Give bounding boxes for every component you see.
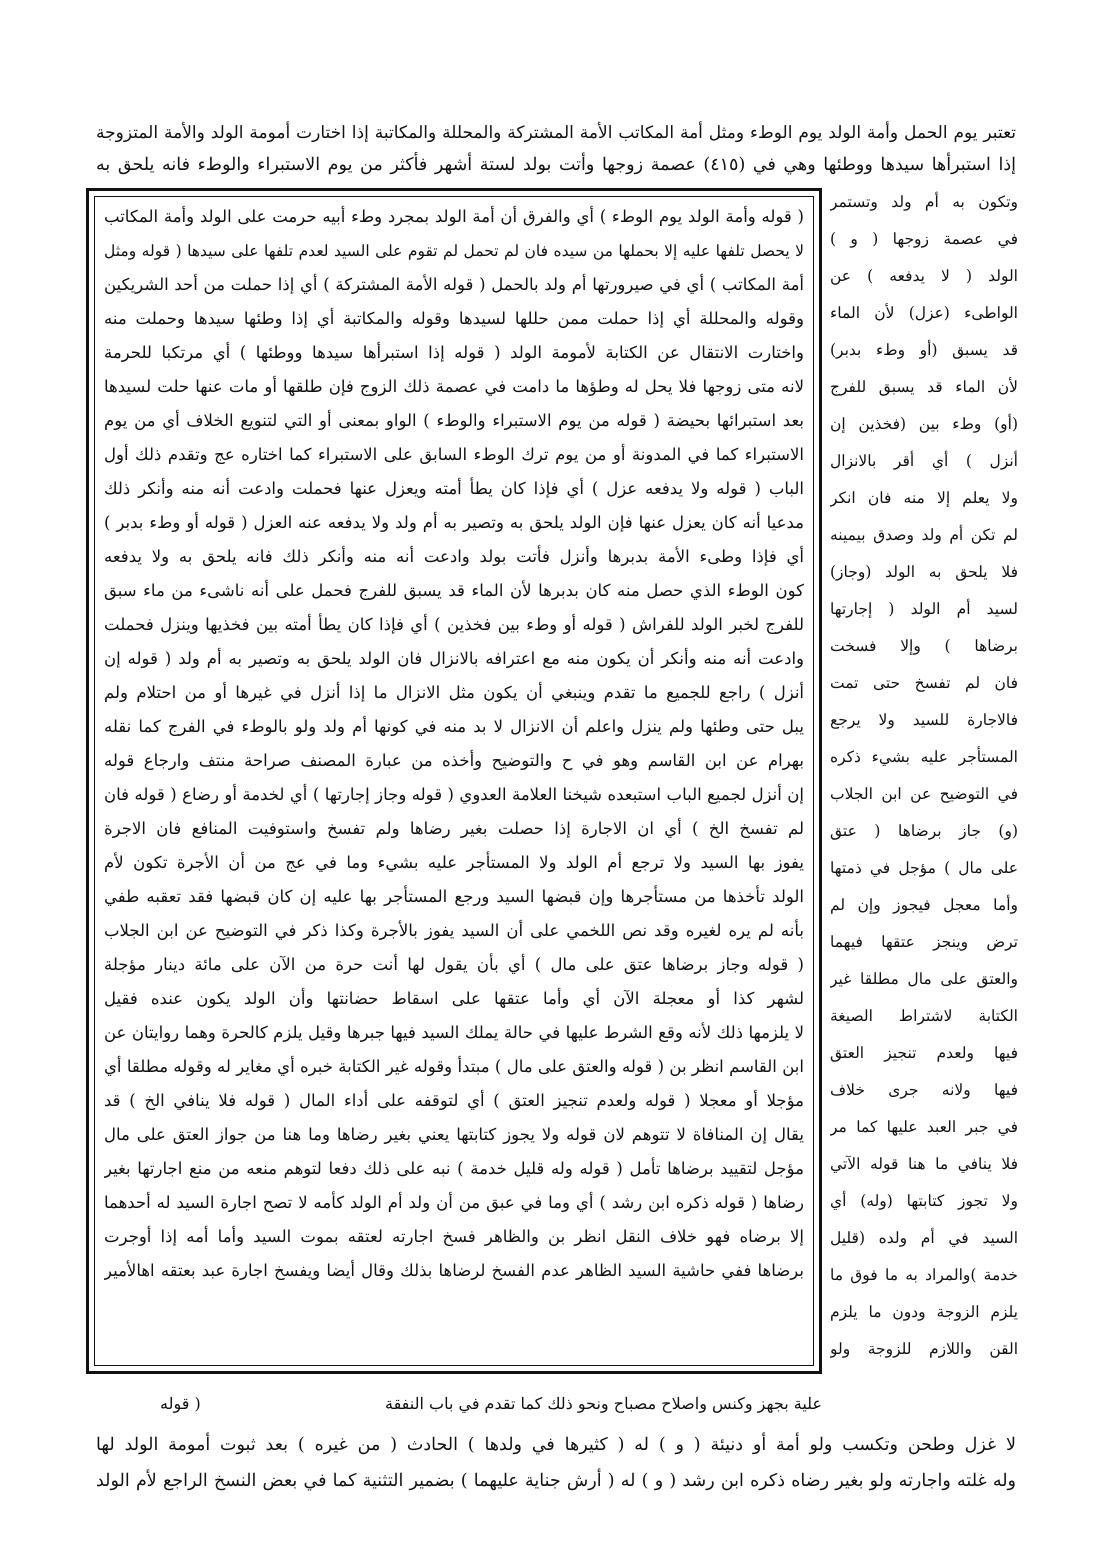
- commentary-line: برضاها ففي حاشية السيد الظاهر عدم الفسخ لرضاها بذلك وقال أيضا ويفسخ اجارة عبد بعتقه اهالأمير: [104, 1261, 804, 1280]
- commentary-line: مدعيا أنه كان يعزل عنها فإن الولد يلحق به وتصير به أم ولد ولا يدفعه عنه العزل ( قوله أو وطء بدبر ): [104, 513, 804, 532]
- commentary-line: الباب ( قوله ولا يدفعه عزل ) أي فإذا كان يطأ أمته ويعزل عنها فحملت وادعت أنه منه وأنكر ذلك: [104, 479, 804, 498]
- side-text-line: فيها ولعدم تنجيز العتق: [830, 1044, 1018, 1062]
- commentary-line: إن أنزل لجميع الباب استبعده شيخنا العلامة العدوي ( قوله وجاز إجارتها ) أي لخدمة أو رضاع ( قوله فان: [104, 785, 804, 804]
- side-text-line: الكتابة لاشتراط الصيغة: [830, 1007, 1018, 1025]
- side-text-line: (أو) وطء بين (فخذين إن: [830, 415, 1018, 433]
- commentary-line: رضاها ( قوله ذكره ابن رشد ) أي وما في عبق من أن ولد أم الولد كأمه لا تصح اجارة السيد له أحدهما: [104, 1193, 804, 1212]
- commentary-line: لا يحصل تلفها عليه إلا بحملها من سيده فان لم تحمل لم تقوم على السيد لعدم تلفها على سيدها ( قوله ومثل: [104, 242, 804, 260]
- commentary-line: واختارت الانتقال عن الكتابة لأمومة الولد ( قوله إذا استبرأها سيدها ووطئها ) أي مرتكبا للحرمة: [104, 343, 804, 362]
- commentary-line: لانه متى زوجها فلا يحل له وطؤها ما دامت في عصمة ذلك الزوج فإن طلقها أو مات عنها حلت لسيدها: [104, 377, 804, 396]
- main-text-line: وله غلته واجارته ولو بغير رضاه ذكره ابن رشد ( و ) له ( أرش جناية عليهما ) بضمير التثنية كما في بعض النسخ الراجع لأم الولد: [96, 1471, 1016, 1491]
- side-text-line: لم تكن أم ولد وصدق بيمينه: [830, 526, 1018, 544]
- commentary-line: بأنه لم يره لغيره وقد نص اللخمي على أن السيد يفوز بالأجرة وكذا ذكر في التوضيح عن ابن الجلاب: [104, 921, 804, 940]
- commentary-line: أمة المكاتب ) أي في صيرورتها أم ولد بالحمل ( قوله الأمة المشتركة ) أي إذا حملت من أحد الشريكين: [104, 275, 804, 294]
- main-text-line: لا غزل وطحن وتكسب ولو أمة أو دنيئة ( و ) له ( كثيرها في ولدها ) الحادث ( من غيره ) بعد ثبوت أمومة الولد لها: [96, 1435, 1016, 1455]
- side-text-line: فان لم تفسخ حتى تمت: [830, 674, 1018, 692]
- commentary-line: أي فإذا وطىء الأمة بدبرها وأنزل فأتت بولد وادعت أنه منه وأنكر ذلك فانه يلحق به ولا يدفعه: [104, 547, 804, 566]
- side-text-line: أنزل ) أي أقر بالانزال: [830, 452, 1018, 470]
- commentary-line: مؤجل لتقييد برضاها تأمل ( قوله وله قليل خدمة ) نبه على ذلك دفعا لتوهم منعه من منع اجارتها بغير: [104, 1159, 804, 1178]
- side-text-line: فلا ينافي ما هنا قوله الآتي: [830, 1155, 1018, 1173]
- commentary-line: بهرام عن ابن القاسم وهو في ح والتوضيح وأخذه من عبارة المصنف صراحة منتف وارجاع قوله: [104, 751, 804, 770]
- commentary-line: وقوله والمحللة أي إذا حملت ممن حللها لسيدها وقوله والمكاتبة أي إذا وطئها سيدها وحملت منه: [104, 309, 804, 328]
- side-text-line: ترض وينجز عتقها فيهما: [830, 933, 1018, 951]
- commentary-line: إلا برضاه فهو خلاف النقل انظر بن والظاهر فسخ اجارته لعتقه بموت السيد وأما أمه إذا أوجرت: [104, 1227, 804, 1246]
- side-text-line: قد يسبق (أو وطء بدبر): [830, 341, 1018, 359]
- side-text-line: فلا يلحق به الولد (وجاز): [830, 563, 1018, 581]
- commentary-line: الولد تأخذها من مستأجرها وإن قبضها السيد ورجع المستأجر بها عليه إن كان قبضها فقد تعقبه طفي: [104, 887, 804, 906]
- commentary-line: ( قوله وأمة الولد يوم الوطء ) أي والفرق أن أمة الولد بمجرد وطء أبيه حرمت على الولد وأمة المكاتب: [104, 207, 804, 226]
- commentary-line: وادعت أنه منه وأنكر أن يكون منه مع اعترافه بالانزال فان الولد يلحق به وتصير به أم ولد ( قوله إن: [104, 649, 804, 668]
- side-text-line: يلزم الزوجة ودون ما يلزم: [830, 1303, 1018, 1321]
- commentary-line: يبل حتى وطئها ولم ينزل واعلم أن الانزال لا بد منه في كونها أم ولد ولو بالوطء في الفرج كما نقله: [104, 717, 804, 736]
- commentary-line: أنزل ) راجع للجميع ما تقدم وينبغي أن يكون مثل الانزال ما إذا أنزل في غيرها أو من احتلام ولم: [104, 683, 804, 702]
- side-text-line: والعتق على مال مطلقا غير: [830, 970, 1018, 988]
- commentary-line: يقال إن المنافاة لا تتوهم لان قوله ولا يجوز كتابتها يعني بغير رضاها وما هنا من جواز العتق على مال: [104, 1125, 804, 1144]
- side-text-line: ولا تجوز كتابتها (وله) أي: [830, 1192, 1018, 1210]
- side-text-line: برضاها ) وإلا فسخت: [830, 637, 1018, 655]
- main-text-line-short: علية بجهز وكنس واصلاح مصباح ونحو ذلك كما تقدم في باب النفقة: [385, 1394, 822, 1413]
- main-text-qawluhu: ( قوله: [160, 1394, 201, 1413]
- side-text-line: الواطىء (عزل) لأن الماء: [830, 304, 1018, 322]
- commentary-line: مؤجلا أو معجلا ( قوله ولعدم تنجيز العتق ) أي لتوقفه على أداء المال ( قوله فلا ينافي الخ ) قد: [104, 1091, 804, 1110]
- side-text-line: لسيد أم الولد ( إجارتها: [830, 600, 1018, 618]
- commentary-line: الاستبراء كما في المدونة أو من يوم ترك الوطء السابق على الاستبراء كما اختاره عج وتقدم ذلك أول: [104, 445, 804, 464]
- side-text-line: المستأجر عليه بشيء ذكره: [830, 748, 1018, 766]
- side-text-line: على مال ) مؤجل في ذمتها: [830, 859, 1018, 877]
- commentary-line: ( قوله وجاز برضاها عتق على مال ) أي بأن يقول لها أنت حرة من الآن على مائة دينار مؤجلة: [104, 955, 804, 974]
- commentary-line: ابن القاسم انظر بن ( قوله والعتق على مال ) مبتدأ وقوله غير الكتابة خبره أي مغاير له وقوله مطلقا أي: [104, 1057, 804, 1076]
- side-text-line: وتكون به أم ولد وتستمر: [830, 193, 1018, 211]
- commentary-line: يفوز بها السيد ولا ترجع أم الولد ولا المستأجر عليه بشيء وما في عج من أن الأجرة تكون لأم: [104, 853, 804, 872]
- main-text-line: تعتبر يوم الحمل وأمة الولد يوم الوطء ومثل أمة المكاتب الأمة المشتركة والمحللة والمكاتبة إذا اختارت أمومة الولد والأمة المتزوجة: [96, 123, 1016, 143]
- commentary-line: للفرج لخبر الولد للفراش ( قوله أو وطء بين فخذين ) أي فإذا كان يطأ أمته بين فخذيها وينزل فحملت: [104, 615, 804, 634]
- side-text-line: السيد في أم ولده (قليل: [830, 1229, 1018, 1247]
- side-text-line: فيها ولانه جرى خلاف: [830, 1081, 1018, 1099]
- commentary-line: لشهر كذا أو معجلة الآن أي وأما عتقها على اسقاط حضانتها وأن الولد يكون عنده فقيل: [104, 989, 804, 1008]
- side-text-line: القن واللازم للزوجة ولو: [830, 1340, 1018, 1358]
- main-text-line: إذا استبرأها سيدها ووطئها وهي في (٤١٥) عصمة زوجها وأتت بولد لستة أشهر فأكثر من يوم الاستبراء والوطء فانه يلحق به: [96, 155, 1016, 175]
- side-text-line: خدمة )والمراد به ما فوق ما: [830, 1266, 1018, 1284]
- side-text-line: فالاجارة للسيد ولا يرجع: [830, 711, 1018, 729]
- commentary-line: كون الوطء الذي حصل منه كان بدبرها لأن الماء قد يسبق للفرج فحمل على أنه ناشىء من ماء سبق: [104, 581, 804, 600]
- side-text-line: وأما معجل فيجوز وإن لم: [830, 896, 1018, 914]
- commentary-line: بعد استبرائها بحيضة ( قوله من يوم الاستبراء والوطء ) الواو بمعنى أو التي لتنويع الخلاف أي من يوم: [104, 411, 804, 430]
- side-text-line: في عصمة زوجها ( و ): [830, 230, 1018, 248]
- side-text-line: في التوضيح عن ابن الجلاب: [830, 785, 1018, 803]
- commentary-line: [104, 1292, 804, 1320]
- side-text-line: (و) جاز برضاها ( عتق: [830, 822, 1018, 840]
- commentary-line: [104, 1326, 804, 1354]
- commentary-line: لم تفسخ الخ ) أي ان الاجارة إذا حصلت بغير رضاها ولم تفسخ واستوفيت المنافع فان الاجرة: [104, 819, 804, 838]
- side-text-line: في جبر العبد عليها كما مر: [830, 1118, 1018, 1136]
- commentary-line: لا يلزمها ذلك لأنه وقع الشرط عليها في حالة يملك السيد فيها جبرها وقيل يلزم كالحرة وهما روايتان عن: [104, 1023, 804, 1042]
- side-text-line: لأن الماء قد يسبق للفرج: [830, 378, 1018, 396]
- side-text-line: ولا يعلم إلا منه فان انكر: [830, 489, 1018, 507]
- side-text-line: الولد ( لا يدفعه ) عن: [830, 267, 1018, 285]
